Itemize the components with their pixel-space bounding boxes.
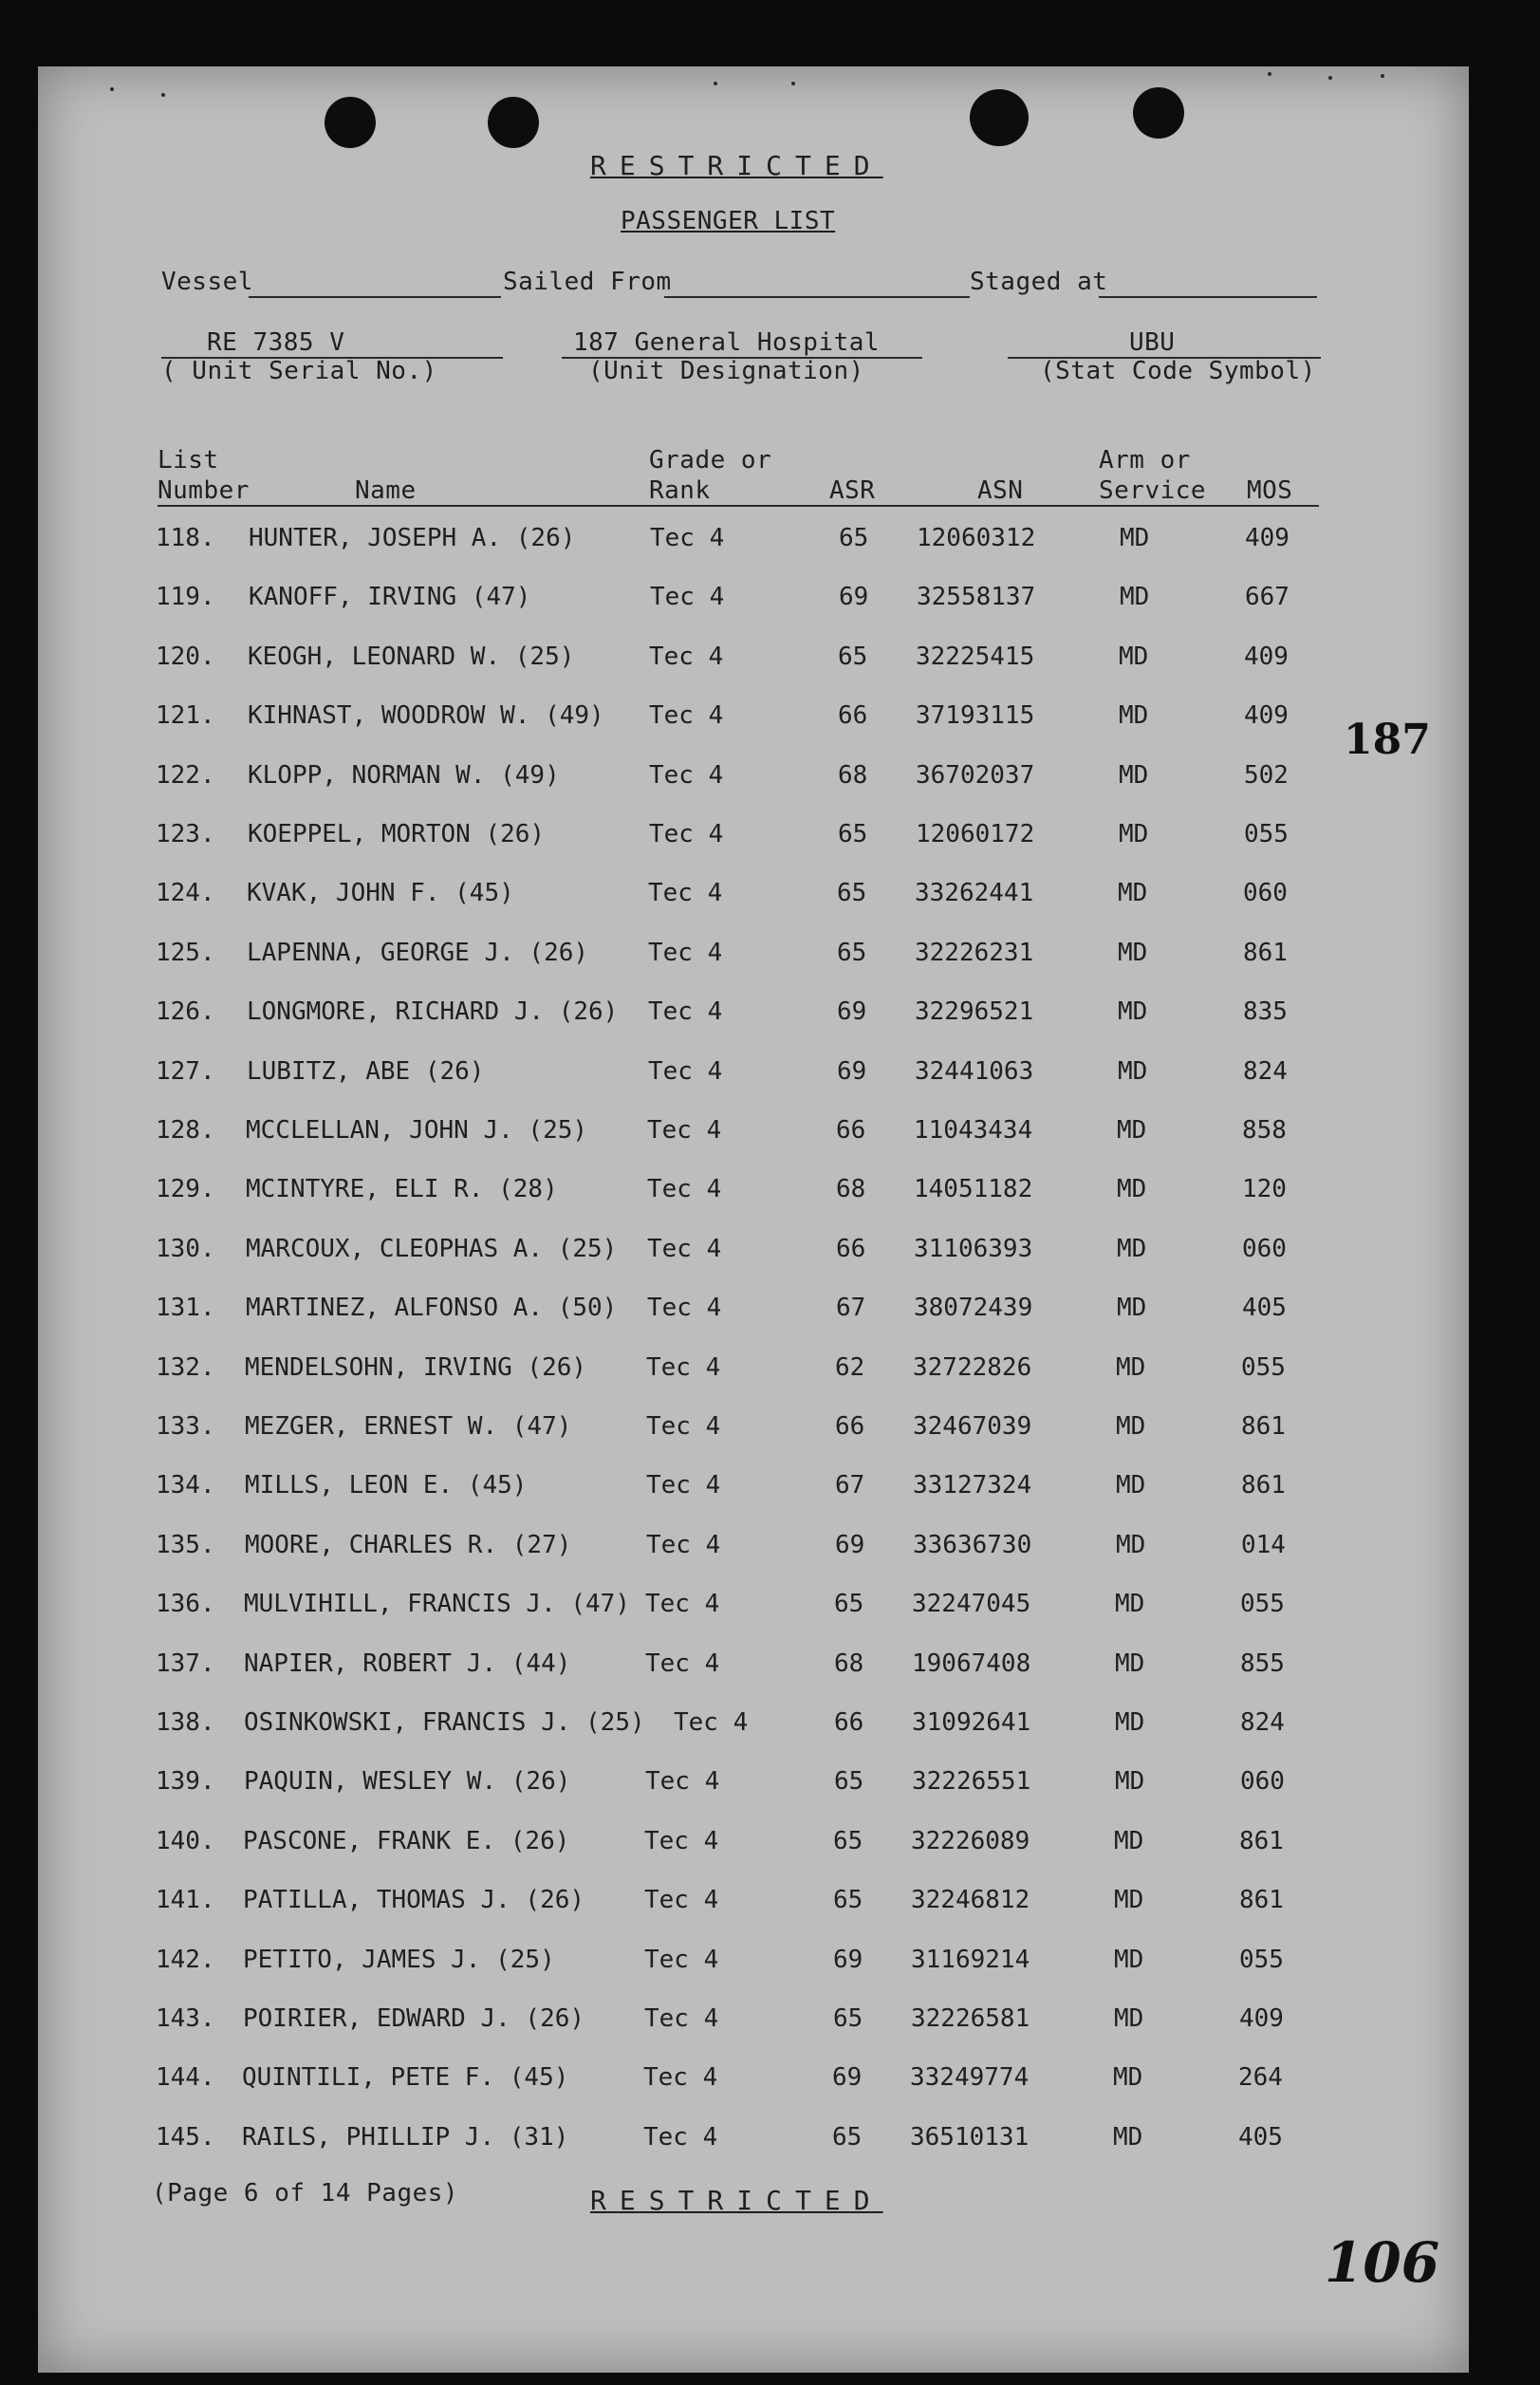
row-name: KOEPPEL, MORTON (26) xyxy=(248,820,546,848)
row-grade: Tec 4 xyxy=(644,2004,719,2033)
row-list-number: 143. xyxy=(156,2004,215,2033)
row-asn: 31169214 xyxy=(911,1946,1030,1974)
row-name: MILLS, LEON E. (45) xyxy=(245,1471,528,1500)
row-grade: Tec 4 xyxy=(649,761,724,790)
col-grade: Grade or xyxy=(649,446,772,475)
row-mos: 060 xyxy=(1243,879,1288,907)
stat-code-value: UBU xyxy=(1129,328,1176,357)
row-grade: Tec 4 xyxy=(674,1708,749,1737)
row-name: MENDELSOHN, IRVING (26) xyxy=(245,1353,587,1382)
unit-serial-label: ( Unit Serial No.) xyxy=(161,357,437,385)
row-asr: 69 xyxy=(832,2063,863,2092)
row-grade: Tec 4 xyxy=(644,1827,719,1855)
row-list-number: 129. xyxy=(156,1175,215,1203)
staged-at-blank xyxy=(1099,296,1317,298)
row-list-number: 125. xyxy=(156,939,215,967)
row-mos: 502 xyxy=(1244,761,1289,790)
row-list-number: 137. xyxy=(156,1649,215,1678)
row-arm: MD xyxy=(1115,1590,1145,1618)
row-asn: 31106393 xyxy=(914,1235,1033,1263)
row-mos: 861 xyxy=(1243,939,1288,967)
row-arm: MD xyxy=(1113,2123,1143,2152)
row-name: RAILS, PHILLIP J. (31) xyxy=(242,2123,569,2152)
row-grade: Tec 4 xyxy=(648,997,723,1026)
row-mos: 861 xyxy=(1241,1412,1286,1441)
row-name: LAPENNA, GEORGE J. (26) xyxy=(247,939,589,967)
row-grade: Tec 4 xyxy=(650,583,725,611)
row-grade: Tec 4 xyxy=(647,1175,722,1203)
row-arm: MD xyxy=(1115,1767,1145,1796)
row-asr: 66 xyxy=(834,1708,864,1737)
row-mos: 861 xyxy=(1239,1827,1284,1855)
row-asr: 69 xyxy=(837,1057,867,1086)
row-mos: 264 xyxy=(1238,2063,1283,2092)
row-asn: 32225415 xyxy=(916,643,1035,671)
row-arm: MD xyxy=(1119,820,1149,848)
row-asr: 65 xyxy=(833,1827,863,1855)
row-asr: 65 xyxy=(833,2004,863,2033)
col-asn: ASN xyxy=(977,476,1024,505)
unit-designation-label: (Unit Designation) xyxy=(588,357,864,385)
row-grade: Tec 4 xyxy=(644,1946,719,1974)
row-arm: MD xyxy=(1120,524,1150,552)
row-name: KIHNAST, WOODROW W. (49) xyxy=(248,701,604,730)
row-list-number: 141. xyxy=(156,1886,215,1914)
row-mos: 014 xyxy=(1241,1531,1286,1559)
row-asr: 69 xyxy=(837,997,867,1026)
row-name: PETITO, JAMES J. (25) xyxy=(243,1946,555,1974)
row-list-number: 121. xyxy=(156,701,215,730)
row-asn: 36510131 xyxy=(910,2123,1030,2152)
row-mos: 055 xyxy=(1244,820,1289,848)
row-mos: 861 xyxy=(1239,1886,1284,1914)
row-asr: 69 xyxy=(833,1946,863,1974)
row-asn: 32722826 xyxy=(913,1353,1032,1382)
row-asr: 65 xyxy=(838,820,868,848)
row-mos: 409 xyxy=(1244,643,1289,671)
row-arm: MD xyxy=(1116,1412,1146,1441)
row-mos: 060 xyxy=(1242,1235,1287,1263)
row-list-number: 118. xyxy=(156,524,215,552)
row-asn: 32226581 xyxy=(911,2004,1030,2033)
row-asr: 67 xyxy=(836,1294,866,1322)
row-name: MEZGER, ERNEST W. (47) xyxy=(245,1412,572,1441)
row-mos: 861 xyxy=(1241,1471,1286,1500)
row-grade: Tec 4 xyxy=(646,1412,721,1441)
row-list-number: 142. xyxy=(156,1946,215,1974)
row-arm: MD xyxy=(1118,939,1148,967)
row-asr: 65 xyxy=(834,1590,864,1618)
row-arm: MD xyxy=(1114,1827,1144,1855)
row-grade: Tec 4 xyxy=(650,524,725,552)
row-list-number: 124. xyxy=(156,879,215,907)
row-list-number: 120. xyxy=(156,643,215,671)
row-name: MARCOUX, CLEOPHAS A. (25) xyxy=(246,1235,618,1263)
row-mos: 060 xyxy=(1240,1767,1285,1796)
row-asr: 65 xyxy=(834,1767,864,1796)
row-mos: 835 xyxy=(1243,997,1288,1026)
row-asn: 12060172 xyxy=(916,820,1035,848)
row-asr: 68 xyxy=(836,1175,866,1203)
row-arm: MD xyxy=(1117,1294,1147,1322)
row-list-number: 134. xyxy=(156,1471,215,1500)
row-asn: 33249774 xyxy=(910,2063,1030,2092)
row-asr: 65 xyxy=(832,2123,863,2152)
row-list-number: 133. xyxy=(156,1412,215,1441)
col-list-number-2: Number xyxy=(158,476,250,505)
row-name: KLOPP, NORMAN W. (49) xyxy=(248,761,560,790)
row-arm: MD xyxy=(1120,583,1150,611)
row-asn: 32558137 xyxy=(917,583,1036,611)
sailed-from-blank xyxy=(664,296,970,298)
row-list-number: 123. xyxy=(156,820,215,848)
col-list-number: List xyxy=(158,446,219,475)
row-list-number: 126. xyxy=(156,997,215,1026)
row-asn: 32467039 xyxy=(913,1412,1032,1441)
row-asn: 32247045 xyxy=(912,1590,1031,1618)
row-asr: 66 xyxy=(835,1412,865,1441)
row-grade: Tec 4 xyxy=(648,1057,723,1086)
sailed-from-label: Sailed From xyxy=(503,268,672,296)
row-mos: 855 xyxy=(1240,1649,1285,1678)
page-count: (Page 6 of 14 Pages) xyxy=(152,2179,459,2208)
row-asr: 65 xyxy=(839,524,869,552)
row-mos: 120 xyxy=(1242,1175,1287,1203)
row-asn: 33262441 xyxy=(915,879,1034,907)
row-asn: 32226231 xyxy=(915,939,1034,967)
row-arm: MD xyxy=(1117,1175,1147,1203)
row-arm: MD xyxy=(1116,1471,1146,1500)
document-sheet xyxy=(38,66,1469,2373)
row-asr: 66 xyxy=(836,1235,866,1263)
handwritten-side-number: 187 xyxy=(1344,716,1431,764)
row-grade: Tec 4 xyxy=(646,1471,721,1500)
row-name: PAQUIN, WESLEY W. (26) xyxy=(244,1767,571,1796)
row-asn: 32226551 xyxy=(912,1767,1031,1796)
row-name: LUBITZ, ABE (26) xyxy=(247,1057,485,1086)
row-mos: 409 xyxy=(1245,524,1290,552)
row-asr: 68 xyxy=(834,1649,864,1678)
row-mos: 409 xyxy=(1244,701,1289,730)
row-list-number: 139. xyxy=(156,1767,215,1796)
row-list-number: 128. xyxy=(156,1116,215,1145)
row-mos: 824 xyxy=(1243,1057,1288,1086)
row-arm: MD xyxy=(1113,2063,1143,2092)
row-arm: MD xyxy=(1118,879,1148,907)
vessel-blank xyxy=(249,296,501,298)
row-mos: 667 xyxy=(1245,583,1290,611)
header-rule xyxy=(158,505,1319,507)
row-arm: MD xyxy=(1118,997,1148,1026)
unit-serial-value: RE 7385 V xyxy=(207,328,345,357)
row-mos: 824 xyxy=(1240,1708,1285,1737)
row-grade: Tec 4 xyxy=(649,643,724,671)
row-name: KVAK, JOHN F. (45) xyxy=(247,879,514,907)
row-name: OSINKOWSKI, FRANCIS J. (25) xyxy=(244,1708,645,1737)
row-mos: 405 xyxy=(1242,1294,1287,1322)
row-mos: 055 xyxy=(1239,1946,1284,1974)
row-grade: Tec 4 xyxy=(649,820,724,848)
row-asn: 37193115 xyxy=(916,701,1035,730)
row-arm: MD xyxy=(1116,1353,1146,1382)
row-asr: 67 xyxy=(835,1471,865,1500)
row-arm: MD xyxy=(1118,1057,1148,1086)
row-list-number: 145. xyxy=(156,2123,215,2152)
row-mos: 055 xyxy=(1240,1590,1285,1618)
row-arm: MD xyxy=(1115,1708,1145,1737)
punch-hole xyxy=(488,97,539,148)
row-asn: 19067408 xyxy=(912,1649,1031,1678)
row-grade: Tec 4 xyxy=(648,939,723,967)
row-asn: 11043434 xyxy=(914,1116,1033,1145)
row-grade: Tec 4 xyxy=(643,2063,718,2092)
row-name: PASCONE, FRANK E. (26) xyxy=(243,1827,570,1855)
row-grade: Tec 4 xyxy=(647,1235,722,1263)
row-asn: 38072439 xyxy=(914,1294,1033,1322)
row-list-number: 140. xyxy=(156,1827,215,1855)
row-asn: 14051182 xyxy=(914,1175,1033,1203)
restricted-footer: RESTRICTED xyxy=(590,2185,883,2216)
row-asn: 33127324 xyxy=(913,1471,1032,1500)
handwritten-page-number: 106 xyxy=(1325,2230,1440,2295)
row-list-number: 136. xyxy=(156,1590,215,1618)
row-grade: Tec 4 xyxy=(645,1767,720,1796)
row-grade: Tec 4 xyxy=(649,701,724,730)
row-asr: 69 xyxy=(835,1531,865,1559)
row-name: MOORE, CHARLES R. (27) xyxy=(245,1531,572,1559)
row-list-number: 135. xyxy=(156,1531,215,1559)
row-arm: MD xyxy=(1119,643,1149,671)
row-asr: 68 xyxy=(838,761,868,790)
row-asn: 32296521 xyxy=(915,997,1034,1026)
punch-hole xyxy=(970,89,1029,146)
stat-code-label: (Stat Code Symbol) xyxy=(1040,357,1316,385)
row-arm: MD xyxy=(1116,1531,1146,1559)
row-list-number: 132. xyxy=(156,1353,215,1382)
row-grade: Tec 4 xyxy=(647,1116,722,1145)
row-asr: 66 xyxy=(836,1116,866,1145)
row-arm: MD xyxy=(1114,1886,1144,1914)
row-name: MULVIHILL, FRANCIS J. (47) xyxy=(244,1590,630,1618)
row-list-number: 119. xyxy=(156,583,215,611)
row-name: POIRIER, EDWARD J. (26) xyxy=(243,2004,585,2033)
col-mos: MOS xyxy=(1247,476,1293,505)
row-mos: 405 xyxy=(1238,2123,1283,2152)
row-grade: Tec 4 xyxy=(645,1649,720,1678)
col-grade-2: Rank xyxy=(649,476,711,505)
row-asr: 62 xyxy=(835,1353,865,1382)
row-asn: 33636730 xyxy=(913,1531,1032,1559)
restricted-header: RESTRICTED xyxy=(590,150,883,181)
row-name: PATILLA, THOMAS J. (26) xyxy=(243,1886,585,1914)
row-name: KANOFF, IRVING (47) xyxy=(249,583,531,611)
row-grade: Tec 4 xyxy=(644,1886,719,1914)
row-asr: 65 xyxy=(838,643,868,671)
row-name: LONGMORE, RICHARD J. (26) xyxy=(247,997,619,1026)
row-asr: 66 xyxy=(838,701,868,730)
row-list-number: 131. xyxy=(156,1294,215,1322)
row-asn: 32441063 xyxy=(915,1057,1034,1086)
row-list-number: 127. xyxy=(156,1057,215,1086)
row-list-number: 138. xyxy=(156,1708,215,1737)
row-arm: MD xyxy=(1119,761,1149,790)
punch-hole xyxy=(1133,87,1184,139)
row-grade: Tec 4 xyxy=(647,1294,722,1322)
row-asn: 32226089 xyxy=(911,1827,1030,1855)
row-arm: MD xyxy=(1115,1649,1145,1678)
punch-hole xyxy=(325,97,376,148)
row-asr: 69 xyxy=(839,583,869,611)
row-list-number: 144. xyxy=(156,2063,215,2092)
row-asn: 12060312 xyxy=(917,524,1036,552)
staged-at-label: Staged at xyxy=(970,268,1108,296)
row-grade: Tec 4 xyxy=(643,2123,718,2152)
row-mos: 409 xyxy=(1239,2004,1284,2033)
row-asr: 65 xyxy=(837,939,867,967)
row-name: MARTINEZ, ALFONSO A. (50) xyxy=(246,1294,618,1322)
row-asn: 32246812 xyxy=(911,1886,1030,1914)
row-arm: MD xyxy=(1117,1235,1147,1263)
row-grade: Tec 4 xyxy=(648,879,723,907)
vessel-label: Vessel xyxy=(161,268,253,296)
row-grade: Tec 4 xyxy=(646,1353,721,1382)
row-arm: MD xyxy=(1114,2004,1144,2033)
unit-designation-value: 187 General Hospital xyxy=(573,328,881,357)
row-arm: MD xyxy=(1119,701,1149,730)
row-name: MCINTYRE, ELI R. (28) xyxy=(246,1175,558,1203)
row-arm: MD xyxy=(1117,1116,1147,1145)
col-arm-2: Service xyxy=(1099,476,1207,505)
row-list-number: 122. xyxy=(156,761,215,790)
col-asr: ASR xyxy=(829,476,876,505)
row-mos: 055 xyxy=(1241,1353,1286,1382)
row-asr: 65 xyxy=(833,1886,863,1914)
row-name: HUNTER, JOSEPH A. (26) xyxy=(249,524,576,552)
row-grade: Tec 4 xyxy=(646,1531,721,1559)
row-name: QUINTILI, PETE F. (45) xyxy=(242,2063,569,2092)
row-asr: 65 xyxy=(837,879,867,907)
row-mos: 858 xyxy=(1242,1116,1287,1145)
row-name: KEOGH, LEONARD W. (25) xyxy=(248,643,575,671)
row-name: NAPIER, ROBERT J. (44) xyxy=(244,1649,571,1678)
row-grade: Tec 4 xyxy=(645,1590,720,1618)
document-title: PASSENGER LIST xyxy=(621,207,836,235)
row-arm: MD xyxy=(1114,1946,1144,1974)
row-name: MCCLELLAN, JOHN J. (25) xyxy=(246,1116,588,1145)
col-name: Name xyxy=(355,476,417,505)
row-asn: 36702037 xyxy=(916,761,1035,790)
col-arm: Arm or xyxy=(1099,446,1191,475)
row-list-number: 130. xyxy=(156,1235,215,1263)
row-asn: 31092641 xyxy=(912,1708,1031,1737)
